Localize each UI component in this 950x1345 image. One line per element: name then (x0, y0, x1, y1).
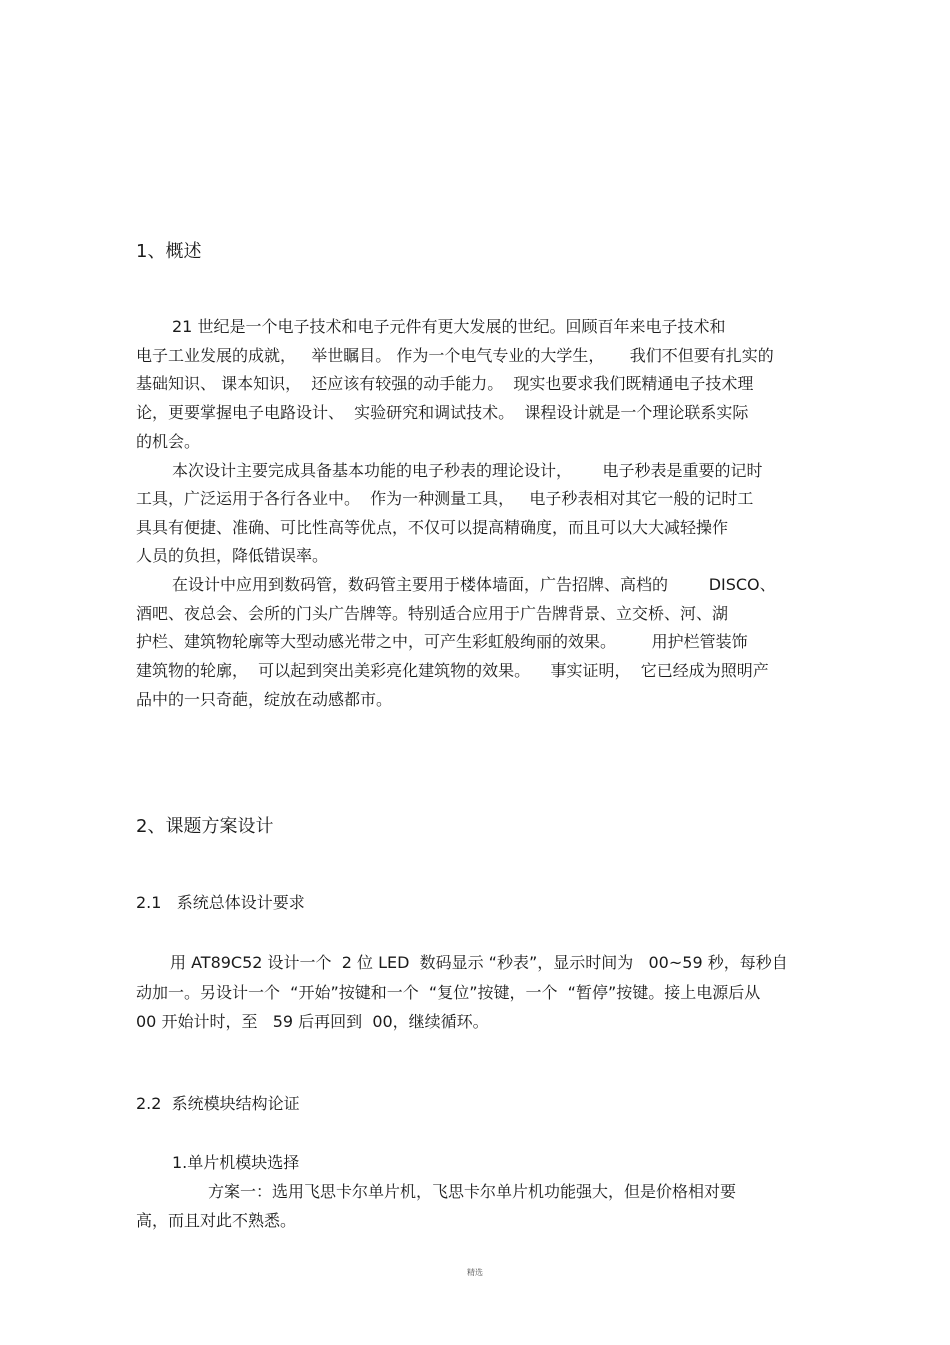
text-line: 方案一：选用飞思卡尔单片机，飞思卡尔单片机功能强大，但是价格相对要 (208, 1182, 737, 1201)
text-line: 00 开始计时，至 59 后再回到 00，继续循环。 (136, 1012, 489, 1031)
text-line: 品中的一只奇葩，绽放在动感都市。 (136, 690, 393, 709)
subsection-2-1-heading: 2.1 系统总体设计要求 (136, 893, 305, 912)
text-line: 论，更要掌握电子电路设计、 实验研究和调试技术。 课程设计就是一个理论联系实际 (136, 403, 749, 422)
text-line: 动加一。另设计一个 “开始”按键和一个 “复位”按键，一个 “暂停”按键。接上电源后从 (136, 983, 761, 1002)
text-line: 高，而且对此不熟悉。 (136, 1211, 297, 1230)
text-line: 基础知识、 课本知识， 还应该有较强的动手能力。 现实也要求我们既精通电子技术理 (136, 374, 754, 393)
section-2-heading: 2、课题方案设计 (136, 816, 274, 837)
text-line: 具具有便捷、准确、可比性高等优点，不仅可以提高精确度，而且可以大大减轻操作 (136, 518, 729, 537)
text-line: 建筑物的轮廓， 可以起到突出美彩亮化建筑物的效果。 事实证明， 它已经成为照明产 (136, 661, 769, 680)
text-line: 人员的负担，降低错误率。 (136, 546, 329, 565)
text-line: 护栏、建筑物轮廓等大型动感光带之中，可产生彩虹般绚丽的效果。 用护栏管装饰 (136, 632, 748, 651)
text-line: 用 AT89C52 设计一个 2 位 LED 数码显示 “秒表”，显示时间为 00~59 秒，每秒自 (170, 953, 788, 972)
subsection-2-2-heading: 2.2 系统模块结构论证 (136, 1094, 300, 1113)
text-line: 本次设计主要完成具备基本功能的电子秒表的理论设计， 电子秒表是重要的记时 (172, 461, 763, 480)
text-line: 在设计中应用到数码管，数码管主要用于楼体墙面，广告招牌、高档的 DISCO、 (172, 575, 776, 594)
page-footer: 精选 (467, 1268, 483, 1277)
text-line: 的机会。 (136, 432, 201, 451)
text-line: 工具，广泛运用于各行各业中。 作为一种测量工具， 电子秒表相对其它一般的记时工 (136, 489, 754, 508)
text-line: 酒吧、夜总会、会所的门头广告牌等。特别适合应用于广告牌背景、立交桥、河、湖 (136, 604, 729, 623)
text-line: 21 世纪是一个电子技术和电子元件有更大发展的世纪。回顾百年来电子技术和 (172, 317, 726, 336)
section-1-heading: 1、概述 (136, 241, 202, 262)
text-line: 电子工业发展的成就， 举世瞩目。 作为一个电气专业的大学生， 我们不但要有扎实的 (136, 346, 774, 365)
item-1-title: 1.单片机模块选择 (172, 1153, 300, 1172)
